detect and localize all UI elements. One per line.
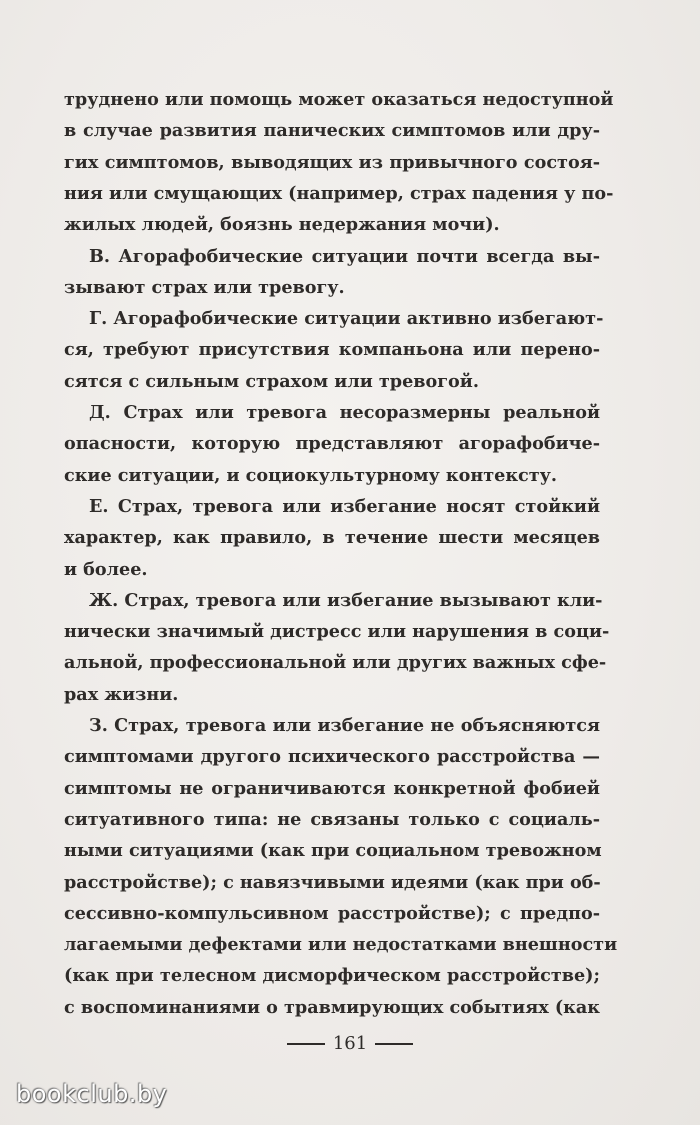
page-number [0,1030,700,1058]
text-line: В. Агорафобические ситуации почти всегда вы- [89,245,600,267]
text-line: симптомами другого психического расстройства — [64,746,600,768]
text-line: Г. Агорафобические ситуации активно избегают- [89,308,604,330]
text-line: лагаемыми дефектами или недостатками внешности [64,934,618,956]
text-line: гих симптомов, выводящих из привычного состоя- [64,151,600,173]
text-line: сятся с сильным страхом или тревогой. [64,370,479,392]
text-line: ситуативного типа: не связаны только с социаль- [64,808,600,830]
site-watermark: bookclub.by [16,1080,168,1108]
text-line: З. Страх, тревога или избегание не объясняются [89,715,600,736]
text-line: Д. Страх или тревога несоразмерны реальной [89,402,600,423]
text-line: ными ситуациями (как при социальном тревожном [64,840,602,862]
text-line: характер, как правило, в течение шести месяцев [64,527,600,549]
text-line: зывают страх или тревогу. [64,276,345,298]
folio-dash-left [287,1043,325,1045]
text-line: альной, профессиональной или других важных сфе- [64,652,607,674]
text-line: симптомы не ограничиваются конкретной фобией [64,777,600,799]
text-line: нически значимый дистресс или нарушения в соци- [64,621,610,643]
text-line: (как при телесном дисморфическом расстройстве); [64,965,600,987]
text-line: в случае развития панических симптомов или дру- [64,120,600,142]
text-line: ния или смущающих (например, страх падения у по- [64,182,614,204]
text-line: опасности, которую представляют агорафобиче- [64,433,600,455]
text-line: Ж. Страх, тревога или избегание вызывают кли- [89,589,603,611]
text-line: Е. Страх, тревога или избегание носят стойкий [89,495,600,517]
text-line: сессивно-компульсивном расстройстве); с предпо- [64,902,600,924]
text-line: с воспоминаниями о травмирующих событиях (как [64,996,600,1018]
text-line: ся, требуют присутствия компаньона или перено- [64,339,600,361]
text-line: жилых людей, боязнь недержания мочи). [64,214,500,236]
text-line: труднено или помощь может оказаться недоступной [64,89,614,110]
page-number-value: 161 [332,1033,368,1054]
folio-dash-right [375,1043,413,1045]
text-line: рах жизни. [64,683,179,705]
text-line: ские ситуации, и социокультурному контексту. [64,464,558,486]
text-line: и более. [64,558,148,580]
text-line: расстройстве); с навязчивыми идеями (как при об- [64,871,601,893]
